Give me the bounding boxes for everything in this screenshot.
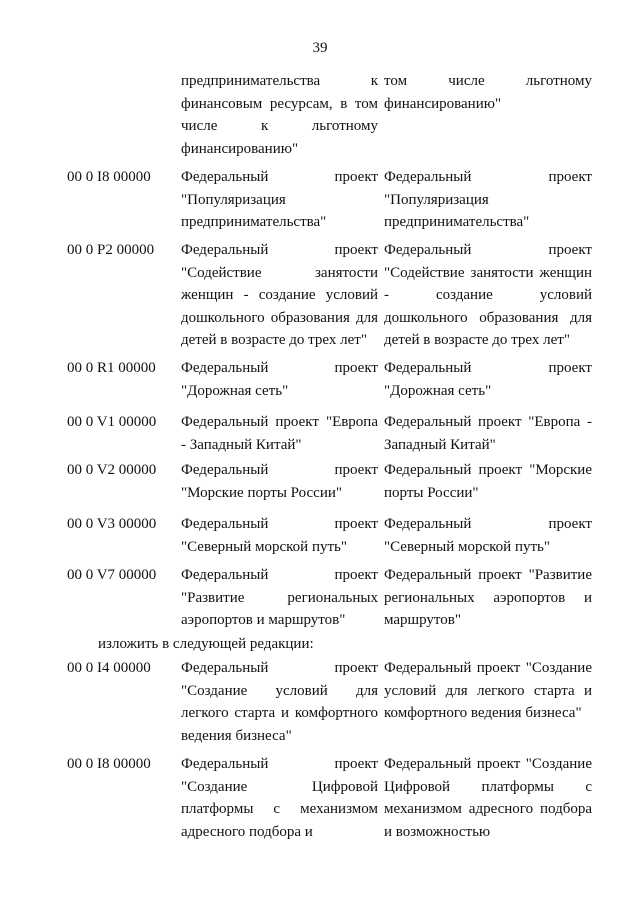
row-code: 00 0 I4 00000 xyxy=(67,660,151,676)
new-name-cell: том числе льготному финансированию" xyxy=(384,73,592,112)
row-code: 00 0 V1 00000 xyxy=(67,414,157,430)
old-name-cell: Федеральный проект "Создание Цифровой платформы с механизмом адресного подбора и xyxy=(181,756,378,840)
new-name-cell: Федеральный проект "Создание условий для легкого старта и комфортного ведения бизнеса" xyxy=(384,660,592,721)
old-name-cell: Федеральный проект "Северный морской путь" xyxy=(181,516,378,555)
old-name-cell: Федеральный проект "Содействие занятости женщин - создание условий дошкольного образования для детей в возрасте до трех лет" xyxy=(181,242,378,348)
new-name-cell: Федеральный проект "Создание Цифровой платформы с механизмом адресного подбора и возможностью xyxy=(384,756,592,840)
new-name-cell: Федеральный проект "Развитие региональных аэропортов и маршрутов" xyxy=(384,567,592,628)
old-name-cell: Федеральный проект "Создание условий для легкого старта и комфортного ведения бизнеса" xyxy=(181,660,378,744)
instruction-text: изложить в следующей редакции: xyxy=(98,636,314,652)
new-name-cell: Федеральный проект "Морские порты России" xyxy=(384,462,592,501)
row-code: 00 0 V2 00000 xyxy=(67,462,157,478)
page-number: 39 xyxy=(312,40,328,56)
row-code: 00 0 V3 00000 xyxy=(67,516,157,532)
row-code: 00 0 V7 00000 xyxy=(67,567,157,583)
new-name-cell: Федеральный проект "Содействие занятости женщин - создание условий дошкольного образования для детей в возрасте до трех лет" xyxy=(384,242,592,348)
new-name-cell: Федеральный проект "Европа - Западный Китай" xyxy=(384,414,592,453)
old-name-cell: Федеральный проект "Морские порты России" xyxy=(181,462,378,501)
new-name-cell: Федеральный проект "Популяризация предпринимательства" xyxy=(384,169,592,230)
row-code: 00 0 I8 00000 xyxy=(67,169,151,185)
old-name-cell: Федеральный проект "Популяризация предпринимательства" xyxy=(181,169,378,230)
old-name-cell: Федеральный проект "Европа - Западный Китай" xyxy=(181,414,378,453)
row-code: 00 0 P2 00000 xyxy=(67,242,155,258)
new-name-cell: Федеральный проект "Дорожная сеть" xyxy=(384,360,592,399)
old-name-cell: предпринимательства к финансовым ресурсам, в том числе к льготному финансированию" xyxy=(181,73,378,157)
row-code: 00 0 I8 00000 xyxy=(67,756,151,772)
new-name-cell: Федеральный проект "Северный морской путь" xyxy=(384,516,592,555)
old-name-cell: Федеральный проект "Развитие региональных аэропортов и маршрутов" xyxy=(181,567,378,628)
old-name-cell: Федеральный проект "Дорожная сеть" xyxy=(181,360,378,399)
row-code: 00 0 R1 00000 xyxy=(67,360,156,376)
